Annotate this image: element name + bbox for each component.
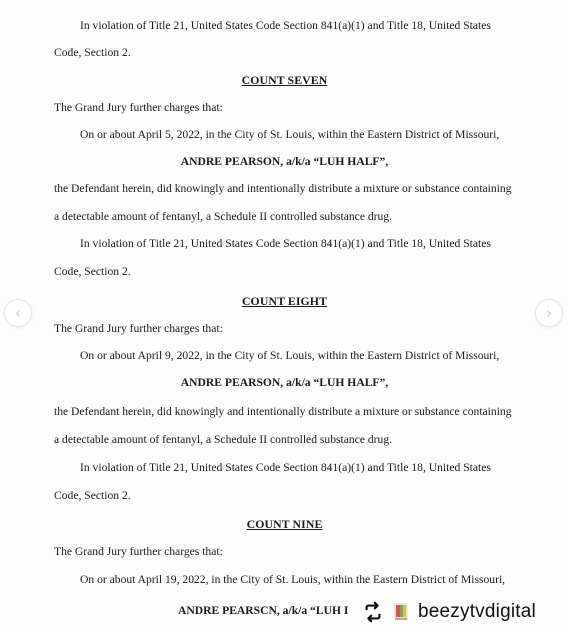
defendant-name: ANDRE PEARSON, a/k/a “LUH HALF”, [180, 376, 389, 389]
paragraph-line: On or about April 9, 2022, in the City of St. Louis, within the Eastern District of Missouri, [80, 349, 500, 362]
count-seven-heading: COUNT SEVEN [241, 73, 328, 87]
repost-icon [362, 601, 384, 623]
paragraph-line: The Grand Jury further charges that: [54, 322, 223, 335]
paragraph-line: The Grand Jury further charges that: [54, 545, 223, 558]
flag-icon [390, 601, 412, 623]
paragraph-line: Code, Section 2. [54, 265, 131, 278]
paragraph-line: The Grand Jury further charges that: [54, 101, 223, 114]
count-nine-heading: COUNT NINE [246, 517, 323, 531]
paragraph-line: a detectable amount of fentanyl, a Schedule II controlled substance drug. [54, 433, 393, 446]
watermark-handle: beezytvdigital [418, 601, 536, 622]
paragraph-line: On or about April 5, 2022, in the City of St. Louis, within the Eastern District of Missouri, [80, 128, 500, 141]
chevron-left-icon: ‹ [15, 304, 21, 322]
defendant-name: ANDRE PEARSON, a/k/a “LUH HALF”, [180, 155, 389, 168]
paragraph-line: Code, Section 2. [54, 46, 131, 59]
prev-slide-button[interactable] [4, 299, 32, 327]
repost-watermark [362, 598, 536, 626]
paragraph-line: In violation of Title 21, United States Code Section 841(a)(1) and Title 18, United States [80, 461, 491, 474]
paragraph-line: a detectable amount of fentanyl, a Schedule II controlled substance drug. [54, 210, 393, 223]
paragraph-line: In violation of Title 21, United States Code Section 841(a)(1) and Title 18, United States [80, 19, 491, 32]
next-slide-button[interactable] [535, 299, 563, 327]
paragraph-line: Code, Section 2. [54, 489, 131, 502]
paragraph-line: On or about April 19, 2022, in the City of St. Louis, within the Eastern District of Missouri, [80, 573, 506, 586]
paragraph-line: the Defendant herein, did knowingly and intentionally distribute a mixture or substance containing [54, 182, 512, 195]
paragraph-line: In violation of Title 21, United States Code Section 841(a)(1) and Title 18, United States [80, 237, 491, 250]
count-eight-heading: COUNT EIGHT [241, 294, 328, 308]
chevron-right-icon: › [546, 304, 552, 322]
paragraph-line: the Defendant herein, did knowingly and intentionally distribute a mixture or substance containing [54, 405, 512, 418]
defendant-name-partial: ANDRE PEARSCN, a/k/a “LUH I [178, 604, 349, 617]
